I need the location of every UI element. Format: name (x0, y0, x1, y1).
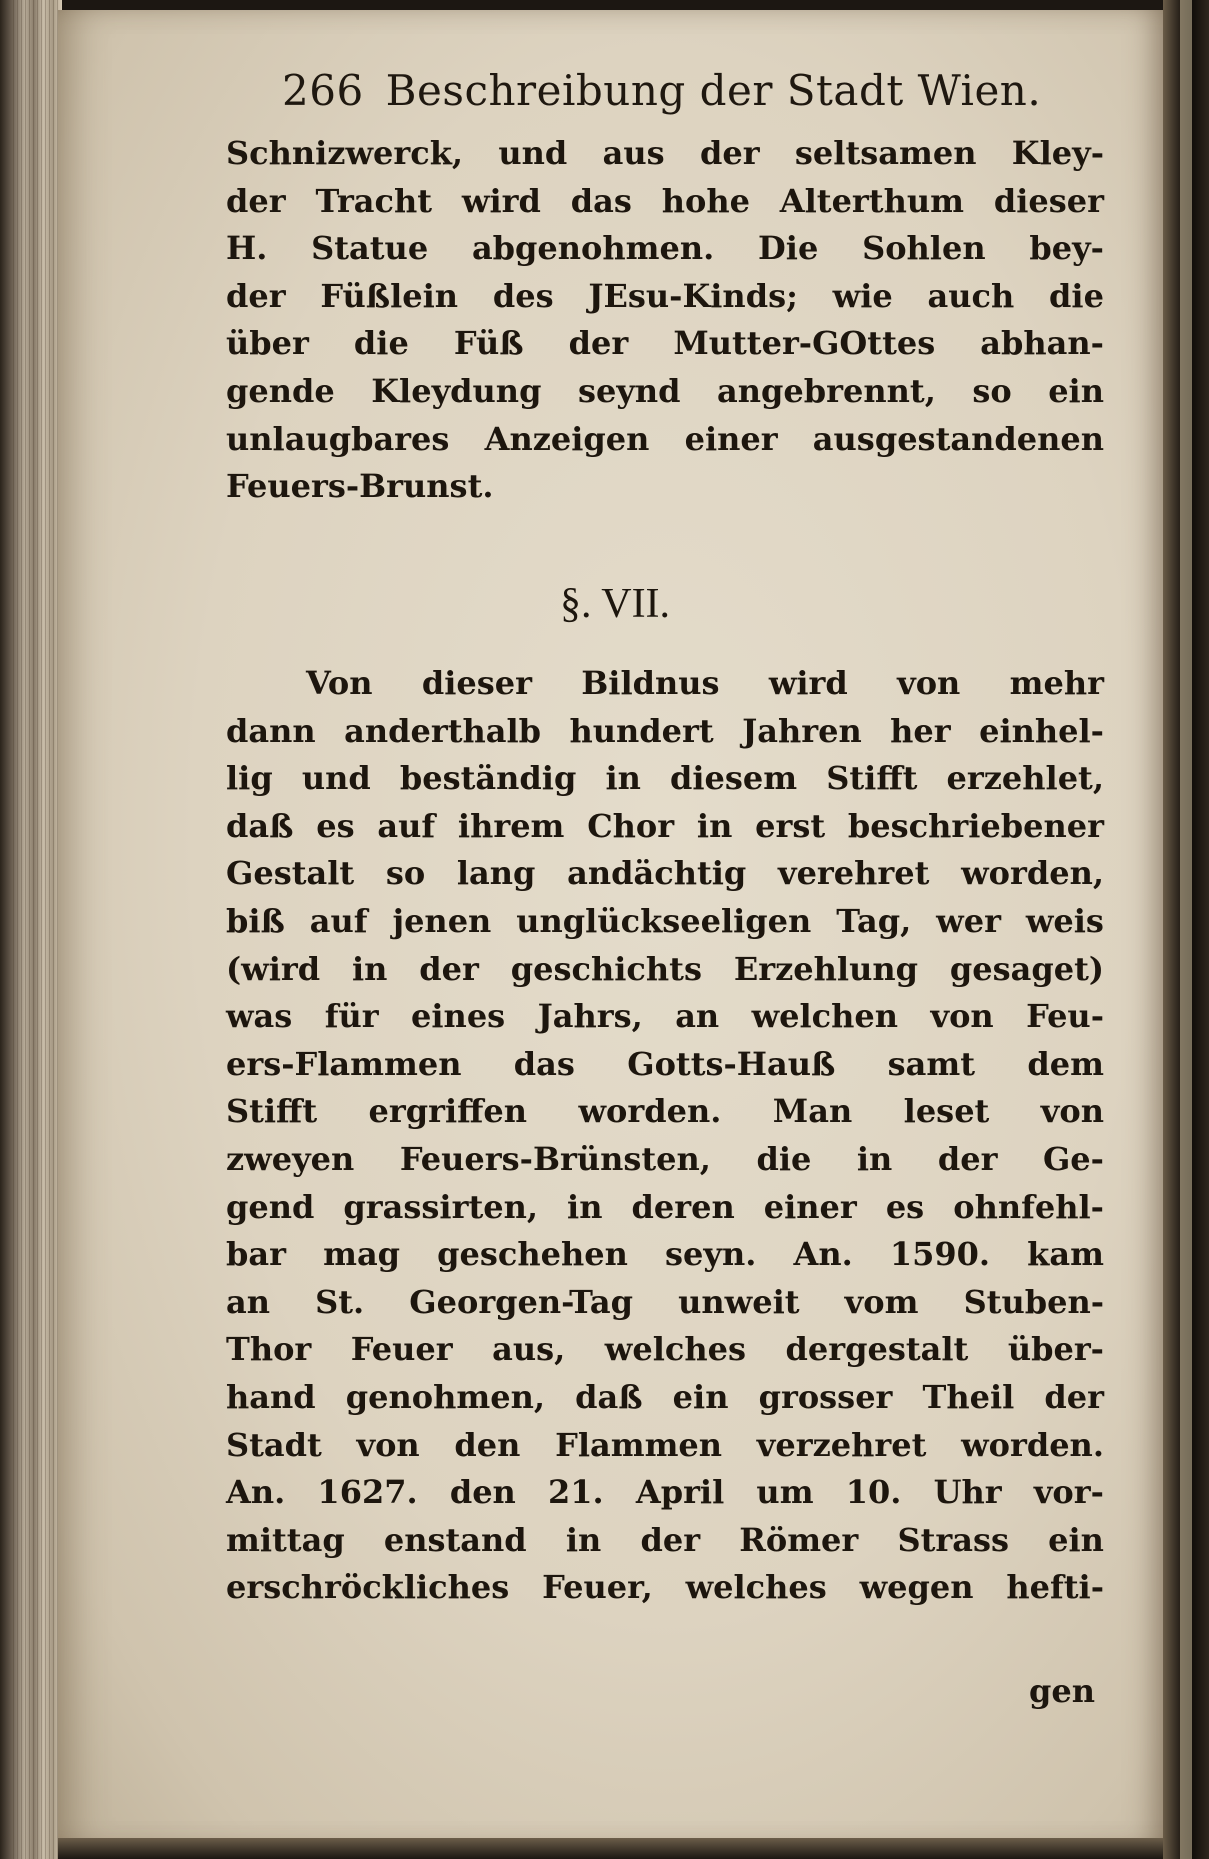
page-number: 266 (282, 66, 364, 115)
text-line: was für eines Jahrs, an welchen von Feu- (226, 997, 1104, 1036)
text-line: Gestalt so lang andächtig verehret worden, (226, 854, 1104, 893)
text-line: Stifft ergriffen worden. Man leset von (226, 1092, 1104, 1131)
text-line: erschröckliches Feuer, welches wegen hefti- (226, 1568, 1104, 1607)
text-line: daß es auf ihrem Chor in erst beschriebener (226, 806, 1104, 845)
text-line: (wird in der geschichts Erzehlung gesaget) (226, 949, 1104, 988)
text-line: Von dieser Bildnus wird von mehr (306, 664, 1104, 702)
text-line: der Tracht wird das hohe Alterthum dieser (226, 181, 1104, 220)
text-line: mittag enstand in der Römer Strass ein (226, 1520, 1104, 1559)
text-line: an St. Georgen-Tag unweit vom Stuben- (226, 1282, 1104, 1321)
text-line: Schnizwerck, und aus der seltsamen Kley- (226, 134, 1104, 172)
text-line: ers-Flammen das Gotts-Hauß samt dem (226, 1044, 1104, 1083)
text-line: An. 1627. den 21. April um 10. Uhr vor- (226, 1473, 1104, 1512)
text-line: bar mag geschehen seyn. An. 1590. kam (226, 1235, 1104, 1274)
text-line: Stadt von den Flammen verzehret worden. (226, 1425, 1104, 1464)
text-line: hand genohmen, daß ein grosser Theil der (226, 1377, 1104, 1416)
text-line: lig und beständig in diesem Stifft erzehlet, (226, 759, 1104, 798)
text-line: über die Füß der Mutter-GOttes abhan- (226, 324, 1104, 363)
text-line: gend grassirten, in deren einer es ohnfehl- (226, 1187, 1104, 1226)
paragraph-1 (226, 130, 1104, 511)
facing-page-edge (1180, 0, 1192, 1859)
text-line: biß auf jenen unglückseeligen Tag, wer weis (226, 901, 1104, 940)
text-line: unlaugbares Anzeigen einer ausgestandenen (226, 419, 1104, 458)
catchword: gen (1029, 1672, 1095, 1710)
page-stack-lines (10, 0, 60, 1859)
running-title: Beschreibung der Stadt Wien. (385, 66, 1042, 115)
text-line: Feuers-Brunst. (226, 467, 494, 506)
text-line: Thor Feuer aus, welches dergestalt über- (226, 1330, 1104, 1369)
text-line: gende Kleydung seynd angebrennt, so ein (226, 371, 1104, 410)
page-bottom-shadow (58, 1838, 1163, 1859)
text-line: H. Statue abgenohmen. Die Sohlen bey- (226, 229, 1104, 268)
section-heading: §. VII. (560, 581, 671, 627)
text-line: der Füßlein des JEsu-Kinds; wie auch die (226, 276, 1104, 315)
text-line: zweyen Feuers-Brünsten, die in der Ge- (226, 1139, 1104, 1178)
paragraph-2 (226, 660, 1104, 1612)
text-line: dann anderthalb hundert Jahren her einhel- (226, 711, 1104, 750)
running-header (282, 66, 1062, 116)
